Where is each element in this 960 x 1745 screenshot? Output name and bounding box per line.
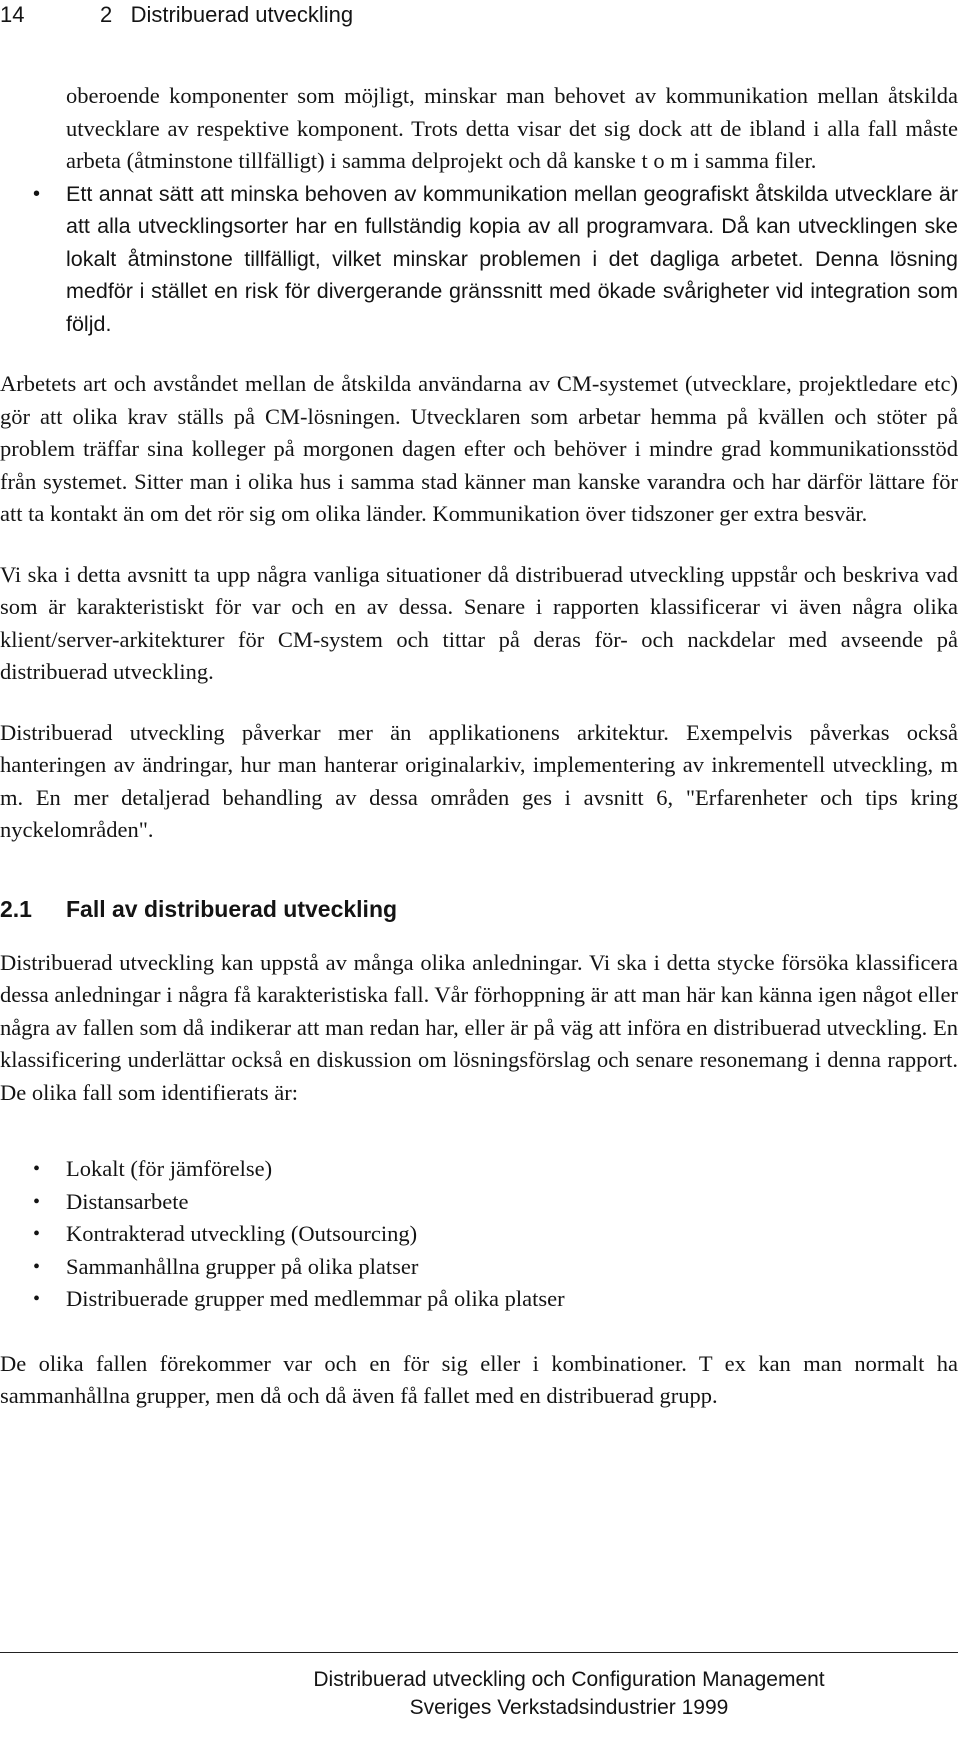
bullet-icon: • — [33, 182, 41, 205]
section-intro: Distribuerad utveckling kan uppstå av många olika anledningar. Vi ska i detta stycke försöka klassificera dessa anledningar i några få karakteristiska fall. Vår förhoppning är att man här kan känna igen något eller några av fallen som då indikerar att man redan har, eller är på väg att införa en distribuerad utveckling. En klassificering underlättar också en diskussion om lösningsförslag och senare resonemang i denna rapport. De olika fall som identifierats är: — [0, 949, 958, 1105]
chapter-title: 2 Distribuerad utveckling — [100, 2, 354, 27]
section-heading — [0, 893, 958, 925]
running-header — [0, 0, 353, 30]
page-body — [0, 80, 958, 1413]
case-label: Sammanhållna grupper på olika platser — [66, 1253, 419, 1279]
page-footer — [0, 1666, 958, 1722]
cases-list — [0, 1153, 958, 1316]
case-item — [0, 1153, 958, 1186]
case-item — [0, 1251, 958, 1284]
footer-publisher: Sveriges Verkstadsindustrier 1999 — [409, 1696, 729, 1719]
bullet-icon: • — [33, 1158, 41, 1180]
paragraph: Vi ska i detta avsnitt ta upp några vanliga situationer då distribuerad utveckling uppstår och beskriva vad som är karakteristiskt för var och en av dessa. Senare i rapporten klassificerar vi även några olika klient/server-arkitekturer för CM-system och tittar på deras för- och nackdelar med avseende på distribuerad utveckling. — [0, 561, 958, 684]
case-label: Distribuerade grupper med medlemmar på olika platser — [66, 1286, 565, 1311]
list-item-text: Ett annat sätt att minska behoven av kommunikation mellan geografiskt åtskilda utvecklare är att alla utvecklingsorter har en fullständig kopia av all programvara. Då kan utvecklingen ske lokalt åtminstone tillfälligt, vilket minskar problemen i det dagliga arbetet. Denna lösning medför i stället en risk för divergerande gränssnitt med ökade svårigheter vid integration som följd. — [66, 181, 958, 336]
case-label: Kontrakterad utveckling (Outsourcing) — [66, 1221, 418, 1246]
bullet-icon: • — [33, 1255, 41, 1278]
paragraph: Arbetets art och avståndet mellan de åtskilda användarna av CM-systemet (utvecklare, projektledare etc) gör att olika krav ställs på CM-lösningen. Utvecklaren som arbetar hemma på kvällen och stöter på problem träffar sina kolleger på morgonen dagen efter och behöver i mindre grad kommunikationsstöd från systemet. Sitter man i olika hus i samma stad känner man kanske varandra och har därför lättare för att ta kontakt än om det rör sig om olika länder. Kommunikation över tidszoner ger extra besvär. — [0, 371, 958, 526]
case-label: Lokalt (för jämförelse) — [66, 1156, 273, 1181]
case-item — [0, 1186, 958, 1219]
section-number: 2.1 — [0, 895, 32, 922]
case-label: Distansarbete — [66, 1188, 189, 1214]
paragraph: Distribuerad utveckling påverkar mer än applikationens arkitektur. Exempelvis påverkas också hanteringen av ändringar, hur man hanterar originalarkiv, implementering av inkrementell utveckling, m m. En mer detaljerad behandling av dessa områden ges i avsnitt 6, "Erfarenheter och tips kring nyckelområden". — [0, 719, 958, 842]
closing-paragraph: De olika fallen förekommer var och en för sig eller i kombinationer. T ex kan man normalt ha sammanhållna grupper, men då och då även få fallet med en distribuerad grupp. — [0, 1350, 958, 1408]
bullet-icon: • — [33, 1190, 41, 1213]
bullet-list — [0, 178, 958, 341]
case-item — [0, 1283, 958, 1316]
page-number: 14 — [0, 2, 25, 27]
bullet-icon: • — [33, 1288, 41, 1310]
bullet-icon: • — [33, 1223, 41, 1245]
footer-rule — [0, 1652, 958, 1653]
section-title: Fall av distribuerad utveckling — [66, 895, 398, 922]
list-item — [0, 178, 958, 341]
list-continuation — [0, 80, 958, 178]
case-item — [0, 1218, 958, 1251]
list-item-tail: oberoende komponenter som möjligt, minskar man behovet av kommunikation mellan åtskilda utvecklare av respektive komponent. Trots detta visar det sig dock att de ibland i alla fall måste arbeta (åtminstone tillfälligt) i samma delprojekt och då kanske t o m i samma filer. — [66, 83, 958, 173]
footer-title: Distribuerad utveckling och Configuration Management — [313, 1668, 825, 1691]
